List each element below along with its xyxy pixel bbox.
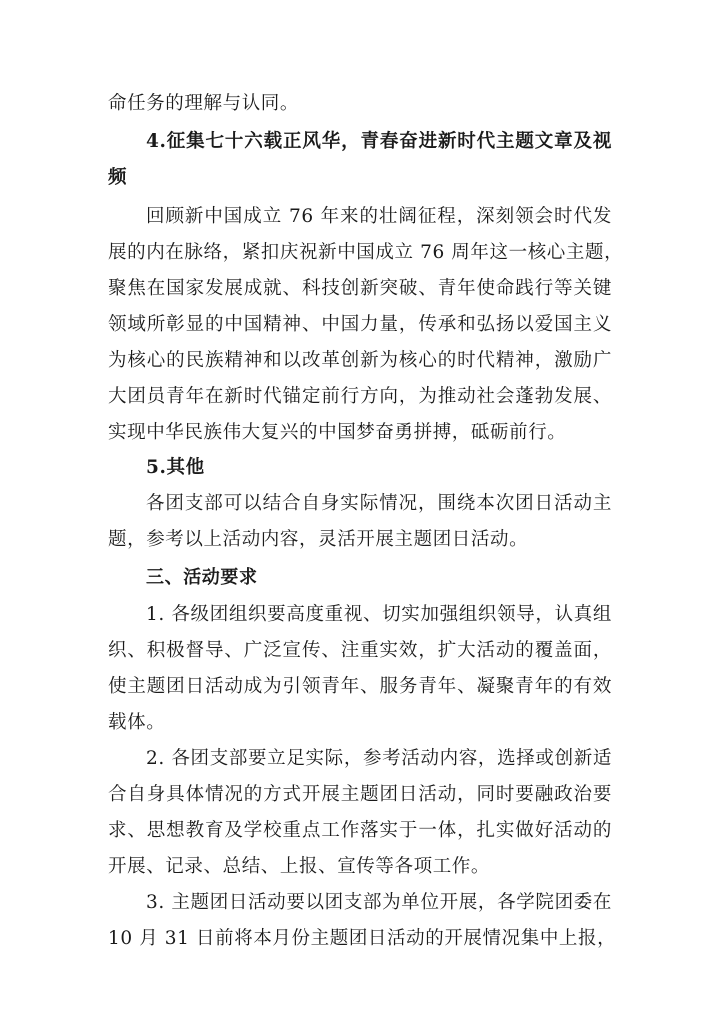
paragraph-line: 展的内在脉络，紧扣庆祝新中国成立 76 周年这一核心主题， [108,242,624,263]
paragraph-line: 领域所彰显的中国精神、中国力量，传承和弘扬以爱国主义 [108,314,612,335]
paragraph-line: 大团员青年在新时代锚定前行方向，为推动社会蓬勃发展、 [108,386,612,407]
section-subheading-continued: 频 [108,167,128,188]
paragraph-line: 命任务的理解与认同。 [108,93,300,114]
paragraph-line: 回顾新中国成立 76 年来的壮阔征程，深刻领会时代发 [146,206,612,227]
paragraph-line: 各团支部可以结合自身实际情况，围绕本次团日活动主 [146,493,612,514]
section-heading: 三、活动要求 [146,567,258,588]
paragraph-line: 10 月 31 日前将本月份主题团日活动的开展情况集中上报， [108,928,617,949]
paragraph-line: 织、积极督导、广泛宣传、注重实效，扩大活动的覆盖面， [108,640,612,661]
paragraph-line: 题，参考以上活动内容，灵活开展主题团日活动。 [108,529,529,550]
paragraph-line: 合自身具体情况的方式开展主题团日活动，同时要融政治要 [108,784,612,805]
section-subheading: 4.征集七十六载正风华，青春奋进新时代主题文章及视 [146,131,612,152]
paragraph-line: 3. 主题团日活动要以团支部为单位开展，各学院团委在 [146,892,612,913]
paragraph-line: 聚焦在国家发展成就、科技创新突破、青年使命践行等关键 [108,278,612,299]
paragraph-line: 为核心的民族精神和以改革创新为核心的时代精神，激励广 [108,350,612,371]
paragraph-line: 使主题团日活动成为引领青年、服务青年、凝聚青年的有效 [108,676,612,697]
section-subheading: 5.其他 [146,457,205,478]
paragraph-line: 求、思想教育及学校重点工作落实于一体，扎实做好活动的 [108,820,612,841]
paragraph-line: 开展、记录、总结、上报、宣传等各项工作。 [108,856,491,877]
paragraph-line: 1. 各级团组织要高度重视、切实加强组织领导，认真组 [146,604,612,625]
paragraph-line: 2. 各团支部要立足实际，参考活动内容，选择或创新适 [146,748,612,769]
paragraph-line: 实现中华民族伟大复兴的中国梦奋勇拼搏，砥砺前行。 [108,422,567,443]
paragraph-line: 载体。 [108,712,166,733]
